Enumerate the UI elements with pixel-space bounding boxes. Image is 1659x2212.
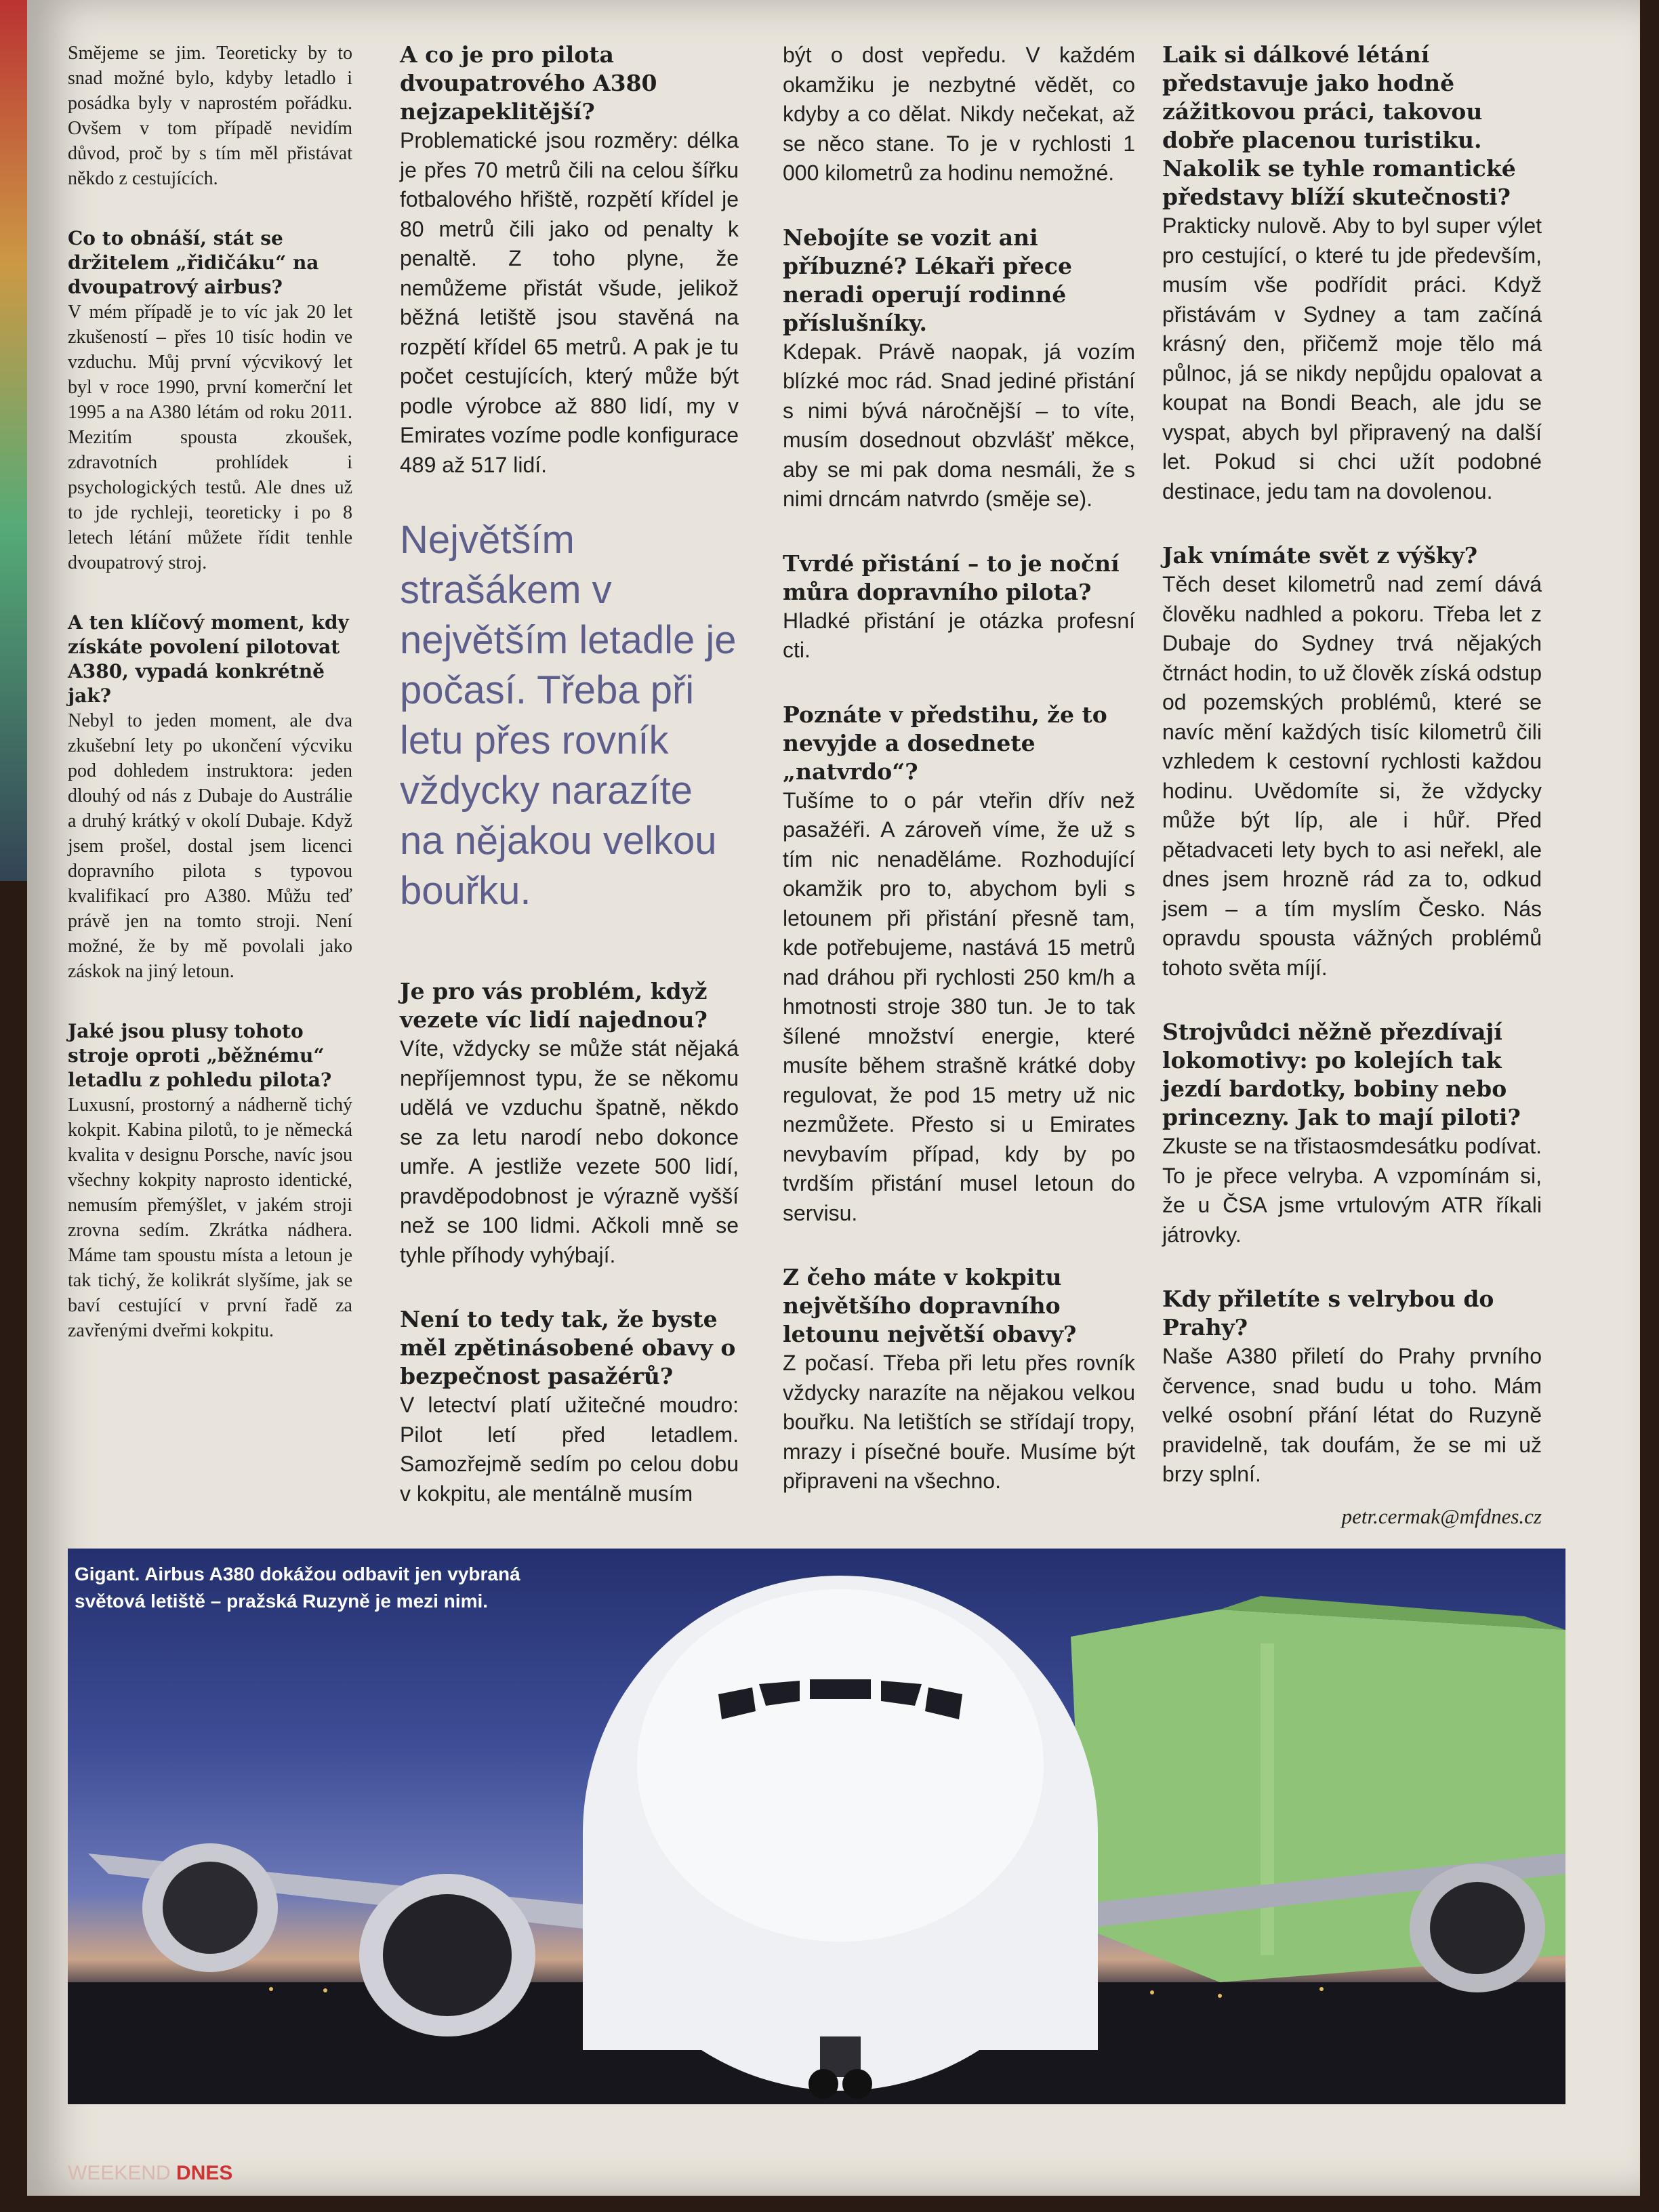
pull-quote: Největším strašákem v největším letadle je počasí. Třeba při letu přes rovník vždycky narazíte na nějakou velkou bouřku. bbox=[400, 518, 737, 913]
footer-brand: DNES bbox=[176, 2162, 233, 2184]
adjacent-page-edge bbox=[0, 0, 27, 881]
answer: Problematické jsou rozměry: délka je přes 70 metrů čili na celou šířku fotbalového hřiště, rozpětí křídel je 80 metrů čili jako od penalty k penaltě. Z toho plyne, že nemůžeme přistát všude, jelikož běžná letiště jsou stavěná na rozpětí křídel 65 metrů. A pak je tu počet cestujících, který může být podle výrobce až 880 lidí, my v Emirates vozíme podle konfigurace 489 až 517 lidí. bbox=[400, 128, 739, 477]
question: A ten klíčový moment, kdy získáte povolení pilotovat A380, vypadá konkrétně jak? bbox=[68, 611, 349, 707]
question: Co to obnáší, stát se držitelem „řidičáku“ na dvoupatrový airbus? bbox=[68, 227, 319, 298]
question: Není to tedy tak, že byste měl zpětinásobené obavy o bezpečnost pasažérů? bbox=[400, 1306, 736, 1389]
author-byline: petr.cermak@mfdnes.cz bbox=[1341, 1504, 1542, 1528]
photo-caption bbox=[75, 1561, 562, 1615]
footer-brand-faint: WEEKEND bbox=[68, 2162, 171, 2184]
airplane-illustration bbox=[68, 1549, 1565, 2104]
answer: Víte, vždycky se může stát nějaká nepříjemnost typu, že se někomu udělá ve vzduchu špatně, někdo se za letu narodí nebo dokonce umře. A jestliže vezete 500 lidí, pravděpodobnost je výrazně vyšší než se 100 lidmi. Ačkoli mně se tyhle příhody vyhýbají. bbox=[400, 1036, 739, 1267]
column-4 bbox=[1162, 41, 1542, 1550]
question: A co je pro pilota dvoupatrového A380 nejzapeklitější? bbox=[400, 41, 657, 125]
intro-paragraph: Smějeme se jim. Teoreticky by to snad možné bylo, kdyby letadlo i posádka byly v naprostém pořádku. Ovšem v tom případě nevidím důvod, proč by s tím měl přistávat někdo z cestujících. bbox=[68, 43, 352, 189]
question: Tvrdé přistání – to je noční můra dopravního pilota? bbox=[783, 550, 1120, 605]
answer: V mém případě je to víc jak 20 let zkušeností – přes 10 tisíc hodin ve vzduchu. Můj první výcvikový let byl v roce 1990, první komerční let 1995 a na A380 létám od roku 2011. Mezitím spousta zkoušek, zdravotních prohlídek i psychologických testů. Ale dnes už to jde rychleji, teoreticky i po 8 letech létání můžete řídit tenhle dvoupatrový stroj. bbox=[68, 302, 352, 573]
question: Nebojíte se vozit ani příbuzné? Lékaři přece neradi operují rodinné příslušníky. bbox=[783, 224, 1073, 336]
continued-paragraph: být o dost vepředu. V každém okamžiku je nezbytné vědět, co kdyby a co dělat. Nikdy nečekat, až se něco stane. To je v rychlosti 1 000 kilometrů za hodinu nemožné. bbox=[783, 43, 1135, 185]
question: Poznáte v předstihu, že to nevyjde a dosednete „natvrdo“? bbox=[783, 701, 1107, 785]
answer: Luxusní, prostorný a nádherně tichý kokpit. Kabina pilotů, to je německá kvalita v designu Porsche, navíc jsou všechny kokpity naprosto identické, nemusím přemýšlet, v jakém stroji zrovna sedím. Zkrátka nádhera. Máme tam spoustu místa a letoun je tak tichý, že kolikrát slyšíme, jak se baví cestující v první řadě za zavřenými dveřmi kokpitu. bbox=[68, 1094, 352, 1341]
question: Z čeho máte v kokpitu největšího dopravního letounu největší obavy? bbox=[783, 1264, 1077, 1347]
question: Jak vnímáte svět z výšky? bbox=[1162, 542, 1478, 569]
caption-text: Airbus A380 dokážou odbavit jen vybraná světová letiště – pražská Ruzyně je mezi nimi. bbox=[75, 1563, 520, 1612]
magazine-page bbox=[27, 0, 1640, 2196]
question: Laik si dálkové létání představuje jako hodně zážitkovou práci, takovou dobře placenou turistiku. Nakolik se tyhle romantické představy blíží skutečnosti? bbox=[1162, 41, 1516, 210]
question: Kdy přiletíte s velrybou do Prahy? bbox=[1162, 1286, 1494, 1340]
column-1 bbox=[68, 41, 352, 1378]
answer: Prakticky nulově. Aby to byl super výlet pro cestující, o které tu jde především, musím vše podřídit práci. Když přistávám v Sydney a tam začíná krásný den, přičemž moje tělo má půlnoc, já se nikdy nepůjdu opalovat a koupat na Bondi Beach, ale jdu se vyspat, abych byl připravený na další let. Pokud si chci užít podobné destinace, jedu tam na dovolenou. bbox=[1162, 213, 1542, 504]
column-3 bbox=[783, 41, 1135, 1532]
question: Je pro vás problém, když vezete víc lidí najednou? bbox=[400, 978, 708, 1033]
answer: Kdepak. Právě naopak, já vozím blízké moc rád. Snad jediné přistání s nimi bývá náročnější – to víte, musím dosednout obzvlášť měkce, aby se mi pak doma nesmáli, že s nimi drncám natvrdo (směje se). bbox=[783, 339, 1135, 511]
answer: Naše A380 přiletí do Prahy prvního července, snad budu u toho. Mám velké osobní přání létat do Ruzyně pravidelně, tak doufám, že se mi už brzy splní. bbox=[1162, 1344, 1542, 1486]
answer: Z počasí. Třeba při letu přes rovník vždycky narazíte na nějakou velkou bouřku. Na letištích se střídají tropy, mrazy i písečné bouře. Musíme být připraveni na všechno. bbox=[783, 1351, 1135, 1493]
answer: Nebyl to jeden moment, ale dva zkušební lety po ukončení výcviku pod dohledem instruktora: jeden dlouhý od nás z Dubaje do Austrálie a druhý krátký v okolí Dubaje. Když jsem prošel, dostal jsem licenci dopravního pilota s typovou kvalifikací pro A380. Můžu teď právě jen na tomto stroji. Není možné, že by mě povolali jako záskok na jiný letoun. bbox=[68, 710, 352, 982]
question: Strojvůdci něžně přezdívají lokomotivy: po kolejích tak jezdí bardotky, bobiny nebo princezny. Jak to mají piloti? bbox=[1162, 1019, 1521, 1130]
magazine-footer bbox=[68, 2162, 232, 2185]
column-2 bbox=[400, 41, 739, 1544]
a380-photo bbox=[68, 1549, 1565, 2104]
answer: Tušíme to o pár vteřin dřív než pasažéři. A zároveň víme, že už s tím nic nenaděláme. Rozhodující okamžik pro to, abychom byli s letounem při přistání přesně tam, kde potřebujeme, nastává 15 metrů nad dráhou při rychlosti 250 km/h a hmotnosti stroje 380 tun. Je to tak šílené množství energie, které musíte během strašně krátké doby regulovat, že pod 15 metry už nic nezmůžete. Přesto si u Emirates nevybavím případ, kdy by po tvrdším přistání musel letoun do servisu. bbox=[783, 787, 1135, 1225]
answer: Těch deset kilometrů nad zemí dává člověku nadhled a pokoru. Třeba let z Dubaje do Sydney trvá nějakých čtrnáct hodin, to už člověk získá odstup od pozemských problémů, které se navíc mění každých tisíc kilometrů čili vzhledem k cestovní rychlosti každou hodinu. Uvědomíte si, že vždycky může být líp, ale i hůř. Před pětadvaceti lety bych to asi neřekl, ale dnes jsem hrozně rád za to, odkud jsem – a tím myslím Česko. Nás opravdu spousta vážných problémů tohoto světa míjí. bbox=[1162, 572, 1542, 980]
answer: Hladké přistání je otázka profesní cti. bbox=[783, 608, 1135, 662]
caption-label: Gigant. bbox=[75, 1563, 140, 1584]
question: Jaké jsou plusy tohoto stroje oproti „běžnému“ letadlu z pohledu pilota? bbox=[68, 1020, 332, 1091]
answer: V letectví platí užitečné moudro: Pilot letí před letadlem. Samozřejmě sedím po celou dobu v kokpitu, ale mentálně musím bbox=[400, 1393, 739, 1506]
answer: Zkuste se na třistaosmdesátku podívat. To je přece velryba. A vzpomínám si, že u ČSA jsme vrtulovým ATR říkali játrovky. bbox=[1162, 1134, 1542, 1247]
